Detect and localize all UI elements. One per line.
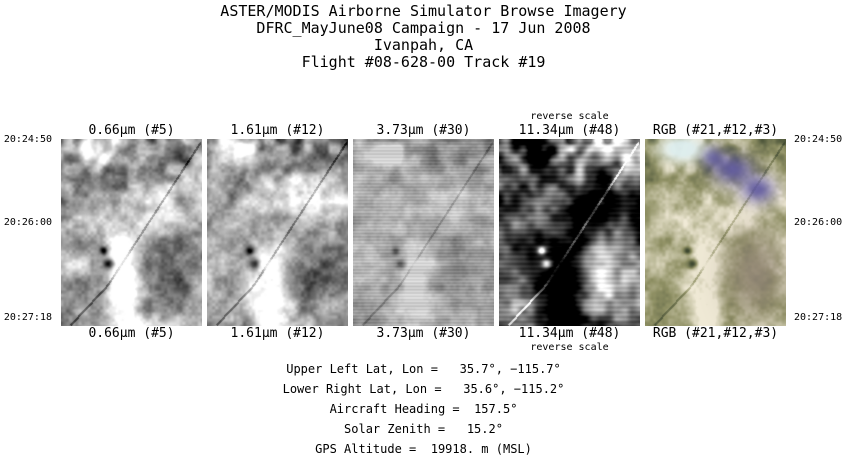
time-label-left-start: 20:24:50 [3, 134, 52, 145]
note-bottom-spacer [61, 341, 202, 354]
metadata-aircraft-heading: Aircraft Heading = 157.5° [329, 402, 518, 416]
metadata-solar-zenith: Solar Zenith = 15.2° [344, 422, 503, 436]
time-label-right-middle: 20:26:00 [794, 217, 843, 228]
browse-image-band5 [61, 139, 202, 326]
band-label-bottom: 0.66μm (#5) [88, 326, 175, 341]
note-top-spacer [353, 110, 494, 123]
title-line-campaign: DFRC_MayJune08 Campaign - 17 Jun 2008 [256, 19, 591, 37]
page-title [0, 3, 847, 71]
browse-image-rgb [645, 139, 786, 326]
flight-metadata [0, 359, 847, 459]
browse-image-band30 [353, 139, 494, 326]
metadata-upper-left-latlon: Upper Left Lat, Lon = 35.7°, −115.7° [286, 362, 561, 376]
metadata-lower-right-latlon: Lower Right Lat, Lon = 35.6°, −115.2° [282, 382, 565, 396]
note-bottom-spacer [353, 341, 494, 354]
band-label-bottom: RGB (#21,#12,#3) [652, 326, 779, 341]
metadata-gps-altitude: GPS Altitude = 19918. m (MSL) [315, 442, 532, 456]
note-top-spacer [645, 110, 786, 123]
band-label-top: RGB (#21,#12,#3) [652, 123, 779, 138]
panel-column-rgb [645, 110, 786, 354]
band-label-bottom: 3.73μm (#30) [376, 326, 471, 341]
note-top-spacer [207, 110, 348, 123]
browse-image-band48 [499, 139, 640, 326]
time-label-left-end: 20:27:18 [3, 312, 52, 323]
panel-column-band5 [61, 110, 202, 354]
band-label-top: 11.34μm (#48) [518, 123, 621, 138]
band-label-top: 0.66μm (#5) [88, 123, 175, 138]
reverse-scale-note-bottom: reverse scale [530, 342, 609, 353]
title-line-flight: Flight #08-628-00 Track #19 [301, 53, 546, 71]
reverse-scale-note-top: reverse scale [530, 111, 609, 122]
band-label-bottom: 1.61μm (#12) [230, 326, 325, 341]
note-bottom-spacer [207, 341, 348, 354]
panel-column-band48 [499, 110, 640, 354]
time-label-right-start: 20:24:50 [794, 134, 843, 145]
image-strip-row [61, 110, 786, 354]
time-label-left-middle: 20:26:00 [3, 217, 52, 228]
band-label-bottom: 11.34μm (#48) [518, 326, 621, 341]
time-label-right-end: 20:27:18 [794, 312, 843, 323]
note-top-spacer [61, 110, 202, 123]
browse-image-band12 [207, 139, 348, 326]
note-bottom-spacer [645, 341, 786, 354]
title-line-site: Ivanpah, CA [373, 36, 474, 54]
band-label-top: 1.61μm (#12) [230, 123, 325, 138]
title-line-product: ASTER/MODIS Airborne Simulator Browse Imagery [220, 2, 627, 20]
panel-column-band30 [353, 110, 494, 354]
panel-column-band12 [207, 110, 348, 354]
band-label-top: 3.73μm (#30) [376, 123, 471, 138]
